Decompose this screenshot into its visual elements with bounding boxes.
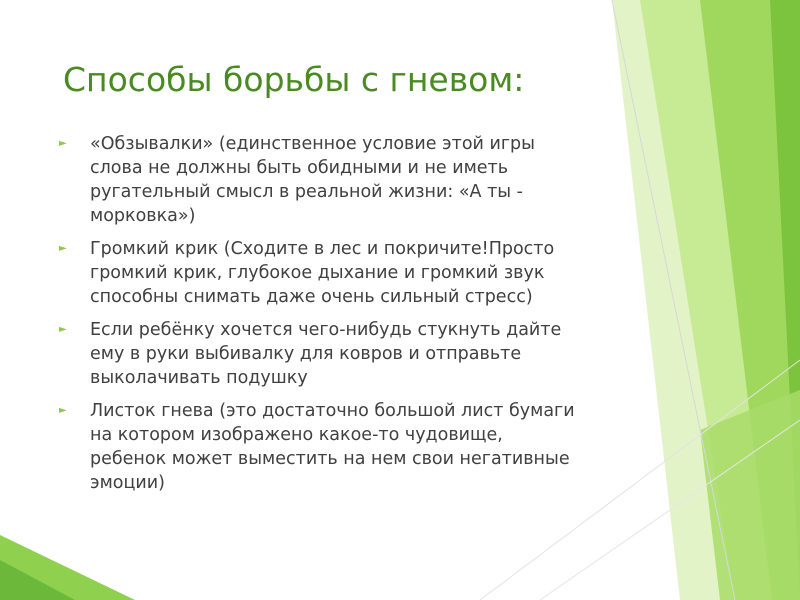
list-item xyxy=(59,399,639,495)
bullet-text: Листок гнева (это достаточно большой лист бумаги на котором изображено какое-то чудовище, ребенок может выместить на нем свои негативные эмоции) xyxy=(90,401,575,493)
slide-title: Способы борьбы с гневом: xyxy=(63,60,525,99)
list-item xyxy=(59,237,639,309)
list-item xyxy=(59,132,639,228)
bullet-text: «Обзывалки» (единственное условие этой игры слова не должны быть обидными и не иметь ругательный смысл в реальной жизни: «А ты - морковка») xyxy=(90,134,535,226)
bullet-text: Громкий крик (Сходите в лес и покричите!Просто громкий крик, глубокое дыхание и громкий звук способны снимать даже очень сильный стресс) xyxy=(90,239,555,307)
bullet-list xyxy=(59,132,639,504)
bullet-text: Если ребёнку хочется чего-нибудь стукнуть дайте ему в руки выбивалку для ковров и отправьте выколачивать подушку xyxy=(90,320,562,388)
triangle-right-icon: ► xyxy=(59,138,67,149)
triangle-right-icon: ► xyxy=(59,243,67,254)
triangle-right-icon: ► xyxy=(59,324,67,335)
list-item xyxy=(59,318,639,390)
triangle-right-icon: ► xyxy=(59,405,67,416)
